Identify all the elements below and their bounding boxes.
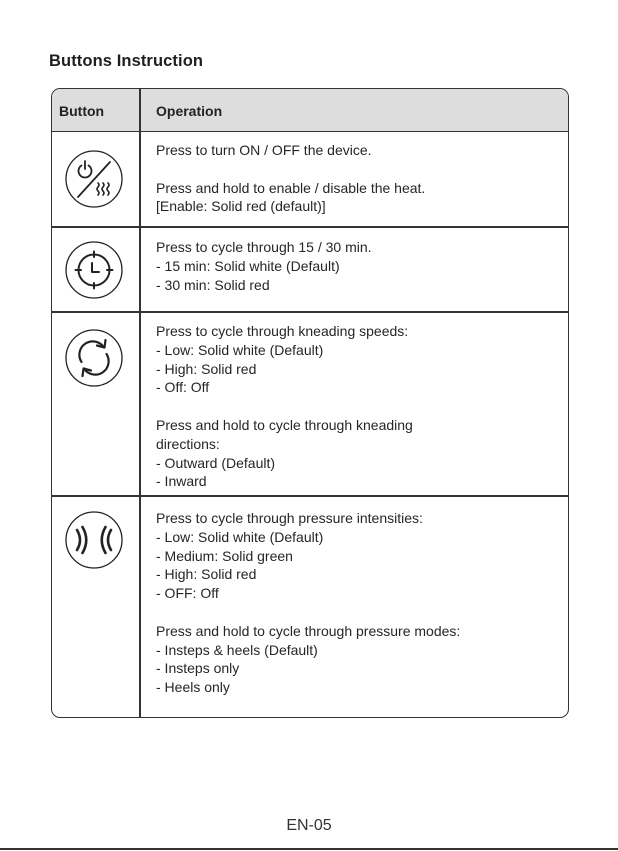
line-gap: [156, 603, 556, 622]
operation-line: - Low: Solid white (Default): [156, 341, 324, 358]
operation-line: - Medium: Solid green: [156, 547, 293, 564]
operation-line: Press and hold to enable / disable the heat.: [156, 179, 426, 196]
operation-line: - High: Solid red: [156, 566, 257, 583]
operation-line: - Off: Off: [156, 379, 210, 396]
operation-line: [Enable: Solid red (default)]: [156, 198, 326, 215]
operation-line: - 30 min: Solid red: [156, 276, 270, 293]
operation-line: Press to cycle through pressure intensities:: [156, 510, 423, 526]
row-divider: [52, 226, 568, 228]
pressure-icon: [64, 510, 124, 570]
table-header: [52, 89, 568, 132]
operation-line: Press to cycle through 15 / 30 min.: [156, 239, 372, 255]
column-divider: [139, 89, 141, 717]
operation-line: - Insteps & heels (Default): [156, 641, 318, 658]
buttons-table: [51, 88, 569, 718]
row-divider: [52, 495, 568, 497]
operation-line: - 15 min: Solid white (Default): [156, 257, 340, 274]
bottom-rule: [0, 848, 618, 850]
operation-line: Press to turn ON / OFF the device.: [156, 142, 372, 158]
header-button: Button: [59, 103, 105, 119]
operation-line: - Inward: [156, 473, 207, 490]
header-operation: Operation: [156, 103, 223, 119]
timer-icon: [64, 240, 124, 300]
operation-line: - Heels only: [156, 679, 230, 696]
row-4-operation: [156, 509, 556, 697]
operation-line: directions:: [156, 435, 220, 452]
operation-line: - Outward (Default): [156, 454, 276, 471]
operation-line: - High: Solid red: [156, 360, 257, 377]
row-1-operation: [156, 141, 556, 216]
operation-line: Press and hold to cycle through kneading: [156, 416, 413, 433]
operation-line: Press to cycle through kneading speeds:: [156, 323, 409, 339]
operation-line: - Low: Solid white (Default): [156, 528, 324, 545]
page-number: EN-05: [286, 817, 332, 834]
power-heat-icon: [64, 149, 124, 209]
row-divider: [52, 311, 568, 313]
line-gap: [156, 160, 556, 179]
line-gap: [156, 397, 556, 416]
operation-line: - OFF: Off: [156, 585, 219, 602]
operation-line: Press and hold to cycle through pressure modes:: [156, 622, 461, 639]
kneading-cycle-icon: [64, 328, 124, 388]
operation-line: - Insteps only: [156, 660, 240, 677]
page-title: Buttons Instruction: [49, 52, 204, 70]
row-3-operation: [156, 322, 556, 491]
row-2-operation: [156, 238, 556, 294]
